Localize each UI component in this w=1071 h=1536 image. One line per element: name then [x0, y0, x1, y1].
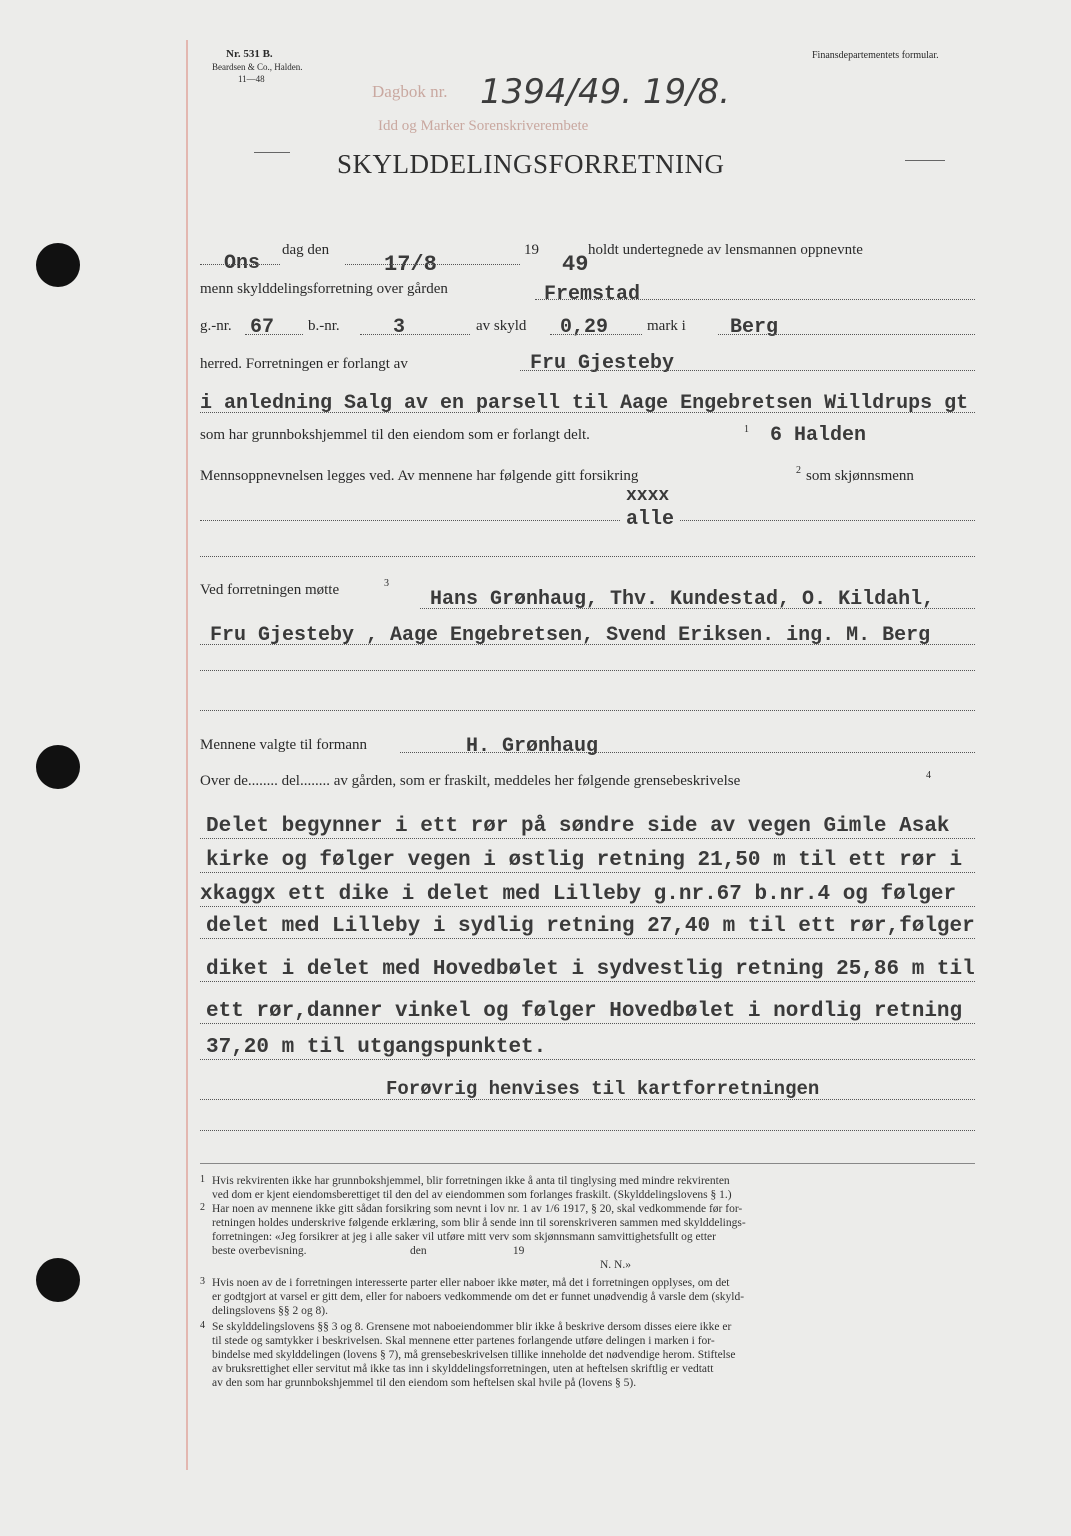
hjemmel-text: som har grunnbokshjemmel til den eiendom som er forlangt delt.: [200, 427, 590, 443]
description-line-4: delet med Lilleby i sydlig retning 27,40 m til ett rør,følger: [206, 915, 975, 938]
formann-label: Mennene valgte til formann: [200, 737, 368, 753]
year-value: 49: [562, 252, 589, 277]
margin-rule: [186, 40, 188, 1470]
footnote-4-line-5: av den som har grunnbokshjemmel til den eiendom som heftelsen skal hvile på (lovens § 5).: [212, 1377, 637, 1389]
dag-den-label: dag den: [282, 242, 330, 258]
footnote-1-line-2: ved dom er kjent eiendomsberettiget til den del av eiendommen som forlanges fraskilt. (Skylddelingslovens § 1.): [212, 1189, 732, 1201]
bnr-value: 3: [393, 316, 406, 339]
weekday-value: Ons: [224, 252, 261, 275]
footnote-2-line-3: forretningen: «Jeg forsikrer at jeg i alle saker vil utføre mitt verv som skjønnsmann samvittighetsfullt og etter: [212, 1231, 716, 1243]
footnote-2-line-2: retningen holdes underskrive følgende erklæring, som blir å sende inn til sorenskriveren sammen med skylddelings-: [212, 1217, 746, 1229]
description-line-1: Delet begynner i ett rør på søndre side av vegen Gimle Asak: [206, 815, 950, 838]
mark-label: mark i: [647, 318, 686, 334]
footnote-num-2: 2: [200, 1202, 205, 1213]
punch-hole: [36, 243, 80, 287]
skyld-value: 0,29: [560, 316, 609, 339]
attendees-line1: Hans Grønhaug, Thv. Kundestad, O. Kildahl,: [430, 588, 935, 611]
form-number: Nr. 531 B.: [226, 48, 273, 60]
gnr-label: g.-nr.: [200, 318, 232, 334]
menn-line: Mennsoppnevnelsen legges ved. Av mennene har følgende gitt forsikring: [200, 468, 639, 484]
herred-value: Berg: [730, 316, 779, 339]
stamp-office: Idd og Marker Sorenskriverembete: [378, 118, 589, 134]
over-line: Over de........ del........ av gården, som er fraskilt, meddeles her følgende grensebeskrivelse: [200, 773, 741, 789]
footnote-ref-1: 1: [744, 424, 749, 435]
title-rule-right: [905, 160, 945, 163]
journal-number-handwritten: 1394/49. 19/8.: [480, 72, 731, 112]
punch-hole: [36, 745, 80, 789]
footnote-3-line-2: er godtgjort at varsel er gitt dem, eller for naboers vedkommende om det er funnet unødvendig å varsle dem (skyld-: [212, 1291, 745, 1303]
footnote-4-line-3: bindelse med skylddelingen (lovens § 7), må grensebeskrivelsen tillike inneholde det nødvendige herom. Stiftelse: [212, 1349, 736, 1361]
year-prefix: 19: [524, 242, 539, 258]
hjemmel-value: 6 Halden: [770, 424, 867, 447]
footnote-3-line-3: delingslovens §§ 2 og 8).: [212, 1305, 328, 1317]
alle-value: alle: [626, 508, 675, 531]
footnote-num-4: 4: [200, 1320, 205, 1331]
farm-value: Fremstad: [544, 283, 641, 306]
footnote-2-line-4: beste overbevisning. den 19: [212, 1245, 525, 1257]
formann-value: H. Grønhaug: [466, 735, 599, 758]
menn-text: menn skylddelingsforretning over gården: [200, 281, 448, 297]
footnote-num-1: 1: [200, 1174, 205, 1185]
date-value: 17/8: [384, 252, 437, 277]
footnote-2-line-1: Har noen av mennene ikke gitt sådan forsikring som nevnt i lov nr. 1 av 1/6 1917, § 20, skal vedkommende før for-: [212, 1203, 743, 1215]
footnote-4-line-2: til stede og samtykker i beskrivelsen. Skal mennene etter partenes forlangende utføre delingen i marken i for-: [212, 1335, 715, 1347]
requester-value: Fru Gjesteby: [530, 352, 675, 375]
footnote-ref-3: 3: [384, 578, 389, 589]
printer-name: Beardsen & Co., Halden.: [212, 62, 303, 72]
print-date: 11—48: [238, 74, 265, 84]
herred-text: herred. Forretningen er forlangt av: [200, 356, 408, 372]
attendees-line2: Fru Gjesteby , Aage Engebretsen, Svend Eriksen. ing. M. Berg: [210, 624, 931, 647]
footnote-ref-2: 2: [796, 465, 801, 476]
menn-line-end: som skjønnsmenn: [806, 468, 914, 484]
footnote-4-line-4: av bruksrettighet eller servitut må ikke tas inn i skylddelingsforretningen, uten at heftelsen skriftlig er vedtatt: [212, 1363, 714, 1375]
skyld-label: av skyld: [476, 318, 527, 334]
footnote-4-line-1: Se skylddelingslovens §§ 3 og 8. Grensene mot naboeiendommer blir ikke å beskrive dersom disses eiere ikke er: [212, 1321, 732, 1333]
description-line-6: ett rør,danner vinkel og følger Hovedbølet i nordlig retning: [206, 1000, 963, 1023]
stamp-dagbok: Dagbok nr.: [372, 82, 448, 101]
footnote-ref-4: 4: [926, 770, 931, 781]
description-line-8: Forøvrig henvises til kartforretningen: [386, 1078, 820, 1100]
description-line-2: kirke og følger vegen i østlig retning 21,50 m til ett rør i: [206, 849, 963, 872]
title-rule-left: [254, 152, 290, 155]
footnote-rule: [200, 1163, 975, 1164]
description-line-5: diket i delet med Hovedbølet i sydvestlig retning 25,86 m til: [206, 958, 975, 981]
punch-hole: [36, 1258, 80, 1302]
footnote-num-3: 3: [200, 1276, 205, 1287]
struck-text: xxxx: [626, 486, 670, 506]
ministry-label: Finansdepartementets formular.: [812, 50, 939, 61]
gnr-value: 67: [250, 316, 275, 339]
holdt-text: holdt undertegnede av lensmannen oppnevnte: [588, 242, 863, 258]
footnote-2-signature: N. N.»: [600, 1259, 631, 1271]
footnote-1-line-1: Hvis rekvirenten ikke har grunnbokshjemmel, blir forretningen ikke å anta til tinglysing med mindre rekvirenten: [212, 1175, 730, 1187]
purpose-value: i anledning Salg av en parsell til Aage Engebretsen Willdrups gt: [200, 392, 969, 415]
bnr-label: b.-nr.: [308, 318, 340, 334]
description-line-7: 37,20 m til utgangspunktet.: [206, 1036, 547, 1059]
footnote-3-line-1: Hvis noen av de i forretningen interesserte parter eller naboer ikke møter, må det i forretningen opplyses, om det: [212, 1277, 730, 1289]
description-line-3: xkaggx ett dike i delet med Lilleby g.nr.67 b.nr.4 og følger: [200, 883, 957, 906]
mote-label: Ved forretningen møtte: [200, 582, 340, 598]
page-title: SKYLDDELINGSFORRETNING: [337, 149, 725, 179]
